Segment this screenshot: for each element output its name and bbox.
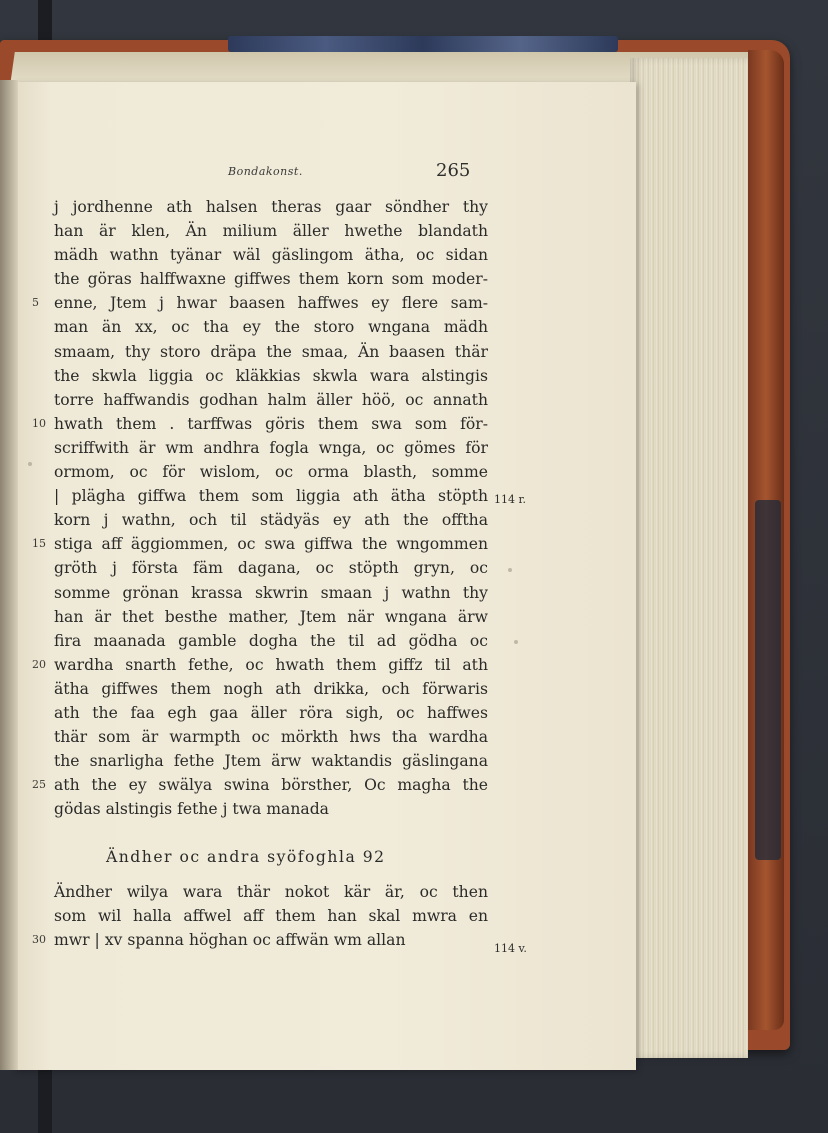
- line-text: ath the ey swälya swina börsther, Oc magha the: [54, 776, 488, 795]
- text-line: [54, 388, 494, 412]
- text-line: [32, 928, 494, 952]
- line-number: 30: [32, 933, 46, 947]
- line-text: j jordhenne ath halsen theras gaar söndher thy: [54, 198, 488, 216]
- text-line: [54, 364, 494, 388]
- text-line: [54, 880, 494, 904]
- text-line: [54, 677, 494, 701]
- paper-speck: [508, 568, 512, 572]
- text-line: [54, 484, 494, 508]
- margin-folio-note: 114 r.: [494, 493, 527, 506]
- paper-speck: [28, 462, 32, 466]
- line-number: 5: [32, 296, 39, 310]
- text-line: [54, 243, 494, 267]
- text-line: [54, 340, 494, 364]
- text-line: [54, 267, 494, 291]
- section-heading: Ändher oc andra syöfoghla 92: [106, 848, 386, 866]
- text-line: [32, 773, 494, 797]
- line-number: 20: [32, 657, 46, 671]
- text-line: [32, 653, 494, 677]
- line-text: korn j wathn, och til städyäs ey ath the offtha: [54, 511, 488, 530]
- book-cover-headband: [228, 36, 618, 52]
- text-line: [54, 556, 494, 580]
- line-text: torre haffwandis godhan halm äller höö, oc annath: [54, 390, 488, 409]
- line-text: Ändher wilya wara thär nokot kär är, oc then: [54, 883, 488, 901]
- text-line: [54, 508, 494, 532]
- line-text: smaam, thy storo dräpa the smaa, Än baasen thär: [54, 342, 488, 361]
- line-text: hwath them . tarffwas göris them swa som för-: [54, 414, 488, 433]
- line-text: the göras halffwaxne giffwes them korn som moder-: [54, 270, 488, 289]
- text-line: [32, 291, 494, 315]
- spine-label: [755, 500, 781, 860]
- paper-speck: [514, 640, 518, 644]
- page-stack-edges: [630, 58, 748, 1058]
- line-text: man än xx, oc tha ey the storo wngana mädh: [54, 318, 488, 337]
- text-line: [54, 797, 494, 821]
- text-line: [54, 605, 494, 629]
- margin-folio-note: 114 v.: [494, 942, 527, 955]
- line-text: gödas alstingis fethe j twa manada: [54, 800, 329, 819]
- line-text: ormom, oc för wislom, oc orma blasth, somme: [54, 463, 488, 482]
- body-text: [32, 195, 494, 821]
- line-text: mwr | xv spanna höghan oc affwän wm allan: [54, 931, 406, 950]
- line-text: thär som är warmpth oc mörkth hws tha wardha: [54, 728, 488, 747]
- line-text: wardha snarth fethe, oc hwath them giffz til ath: [54, 655, 488, 674]
- text-line: [54, 219, 494, 243]
- gutter-shadow: [0, 80, 18, 1070]
- text-line: [54, 629, 494, 653]
- line-number: 10: [32, 416, 46, 430]
- line-text: fira maanada gamble dogha the til ad gödha oc: [54, 631, 488, 650]
- text-line: [54, 749, 494, 773]
- text-line: [32, 412, 494, 436]
- line-text: han är klen, Än milium äller hwethe blandath: [54, 222, 488, 241]
- line-text: | plägha giffwa them som liggia ath ätha stöpth: [54, 487, 488, 506]
- line-text: scriffwith är wm andhra fogla wnga, oc gömes för: [54, 438, 488, 457]
- line-text: ätha giffwes them nogh ath drikka, och förwaris: [54, 679, 488, 698]
- line-text: somme grönan krassa skwrin smaan j wathn thy: [54, 583, 488, 602]
- line-text: som wil halla affwel aff them han skal mwra en: [54, 907, 488, 926]
- text-line: [32, 532, 494, 556]
- line-text: gröth j första fäm dagana, oc stöpth gryn, oc: [54, 559, 488, 578]
- line-text: enne, Jtem j hwar baasen haffwes ey flere sam-: [54, 294, 488, 313]
- line-number: 25: [32, 778, 46, 792]
- text-line: [54, 436, 494, 460]
- text-line: [54, 195, 494, 219]
- page-number: 265: [436, 160, 471, 181]
- running-head: Bondakonst.: [228, 165, 303, 178]
- line-text: the skwla liggia oc kläkkias skwla wara alstingis: [54, 366, 488, 385]
- text-line: [54, 460, 494, 484]
- line-text: stiga aff äggiommen, oc swa giffwa the wngommen: [54, 535, 488, 554]
- section-text: [32, 880, 494, 952]
- text-line: [54, 581, 494, 605]
- text-line: [54, 725, 494, 749]
- line-text: han är thet besthe mather, Jtem när wngana ärw: [54, 607, 488, 626]
- line-number: 15: [32, 537, 46, 551]
- text-line: [54, 701, 494, 725]
- line-text: mädh wathn tyänar wäl gäslingom ätha, oc sidan: [54, 246, 488, 265]
- text-line: [54, 315, 494, 339]
- text-line: [54, 904, 494, 928]
- line-text: ath the faa egh gaa äller röra sigh, oc haffwes: [54, 703, 488, 722]
- line-text: the snarligha fethe Jtem ärw waktandis gäslingana: [54, 752, 488, 771]
